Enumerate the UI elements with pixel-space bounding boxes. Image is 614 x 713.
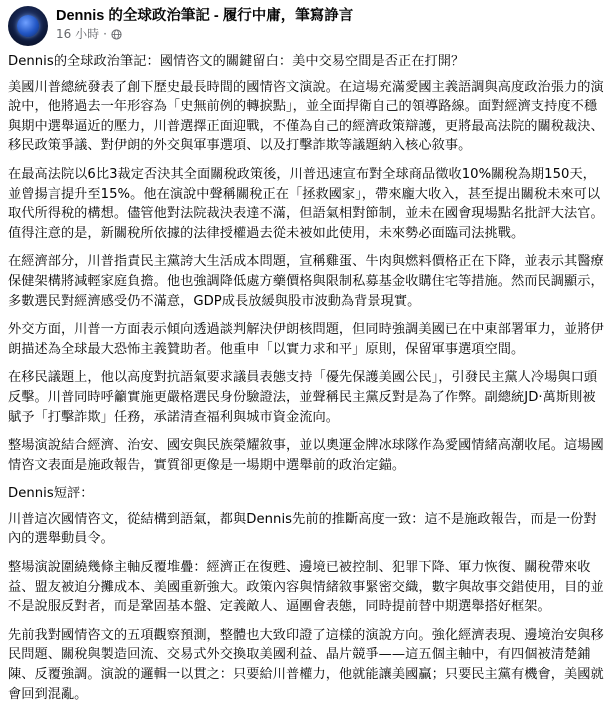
avatar-globe-image xyxy=(17,15,39,37)
post-header-text xyxy=(56,6,596,42)
post-paragraph: 整場演說結合經濟、治安、國安與民族榮耀敘事，並以奧運金牌冰球隊作為愛國情緒高潮收尾。這場國情咨文表面是施政報告，實質卻更像是一場期中選舉前的政治定錨。 xyxy=(8,438,604,473)
post-paragraph: 在最高法院以6比3裁定否決其全面關稅政策後，川普迅速宣布對全球商品徵收10%關稅為期150天，並曾揚言提升至15%。他在演說中聲稱關稅正在「拯救國家」，帶來龐大收入，甚至提出關稅未來可以取代所得稅的構想。儘管他對法院裁決表達不滿，但語氣相對節制，並未在國會現場點名批評大法官。值得注意的是，新關稅所依據的法律授權過去從未被如此使用，未來勢必面臨司法挑戰。 xyxy=(8,166,604,241)
page-avatar[interactable] xyxy=(8,6,48,46)
post-paragraph: 整場演說圍繞幾條主軸反覆堆疊：經濟正在復甦、邊境已被控制、犯罪下降、軍力恢復、關稅帶來收益、盟友被迫分攤成本、美國重新強大。政策內容與情緒敘事緊密交織，數字與故事交錯使用，目的並不是說服反對者，而是鞏固基本盤、定義敵人、逼團會表態，同時提前替中期選舉搭好框架。 xyxy=(8,560,604,615)
post-paragraph: 川普這次國情咨文，從結構到語氣，都與Dennis先前的推斷高度一致：這不是施政報告，而是一份對內的選舉動員令。 xyxy=(8,511,597,547)
post-paragraph: 外交方面，川普一方面表示傾向透過談判解決伊朗核問題，但同時強調美國已在中東部署軍力，並將伊朗描述為全球最大恐怖主義贊助者。他重申「以實力求和平」原則，保留軍事選項空間。 xyxy=(8,322,604,357)
post-paragraph: 在移民議題上，他以高度對抗語氣要求議員表態支持「優先保護美國公民」，引發民主黨人冷場與口頭反擊。川普同時呼籲實施更嚴格選民身份驗證法，並聲稱民主黨反對是為了作弊。副總統JD·萬斯則被賦予「打擊詐欺」任務，承諾清查福利與城市資金流向。 xyxy=(8,370,598,425)
page-name-link[interactable]: Dennis 的全球政治筆記 - 履行中庸，筆寫諍言 xyxy=(56,8,354,24)
post-paragraph: 在經濟部分，川普指責民主黨誇大生活成本問題，宣稱雞蛋、牛肉與燃料價格正在下降，並表示其醫療保健架構將減輕家庭負擔。他也強調降低處方藥價格與限制私募基金收購住宅等措施。然而民調顯示，多數選民對經濟感受仍不滿意，GDP成長放緩與股市波動為背景現實。 xyxy=(8,254,604,309)
globe-icon[interactable] xyxy=(111,26,122,42)
meta-separator: · xyxy=(103,27,107,41)
post-timestamp[interactable]: 16 小時 xyxy=(56,27,100,41)
commentary-heading: Dennis短評： xyxy=(8,486,94,502)
post-paragraph: 先前我對國情咨文的五項觀察預測，整體也大致印證了這樣的演說方向。強化經濟表現、邊境治安與移民問題、關稅與製造回流、交易式外交換取美國利益、晶片競爭——這五個主軸中，有四個被清楚鋪陳、反覆強調。演說的邏輯一以貫之：只要給川普權力，他就能讓美國贏；只要民主黨有機會，美國就會回到混亂。 xyxy=(8,627,604,702)
post-meta xyxy=(56,26,596,42)
post-body xyxy=(8,52,606,713)
post-title-paragraph: Dennis的全球政治筆記：國情咨文的關鍵留白：美中交易空間是否正在打開？ xyxy=(8,54,465,69)
post-paragraph: 美國川普總統發表了創下歷史最長時間的國情咨文演說。在這場充滿愛國主義語調與高度政治張力的演說中，他將過去一年形容為「史無前例的轉捩點」，並全面捍衛自己的領導路線。面對經濟支持度不穩與期中選舉逼近的壓力，川普選擇正面迎戰，不僅為自己的經濟政策辯護，更將最高法院的關稅裁決、移民政策爭議、對伊朗的外交與軍事選項、以及打擊詐欺等議題納入核心敘事。 xyxy=(8,79,604,154)
post-header xyxy=(8,6,606,50)
